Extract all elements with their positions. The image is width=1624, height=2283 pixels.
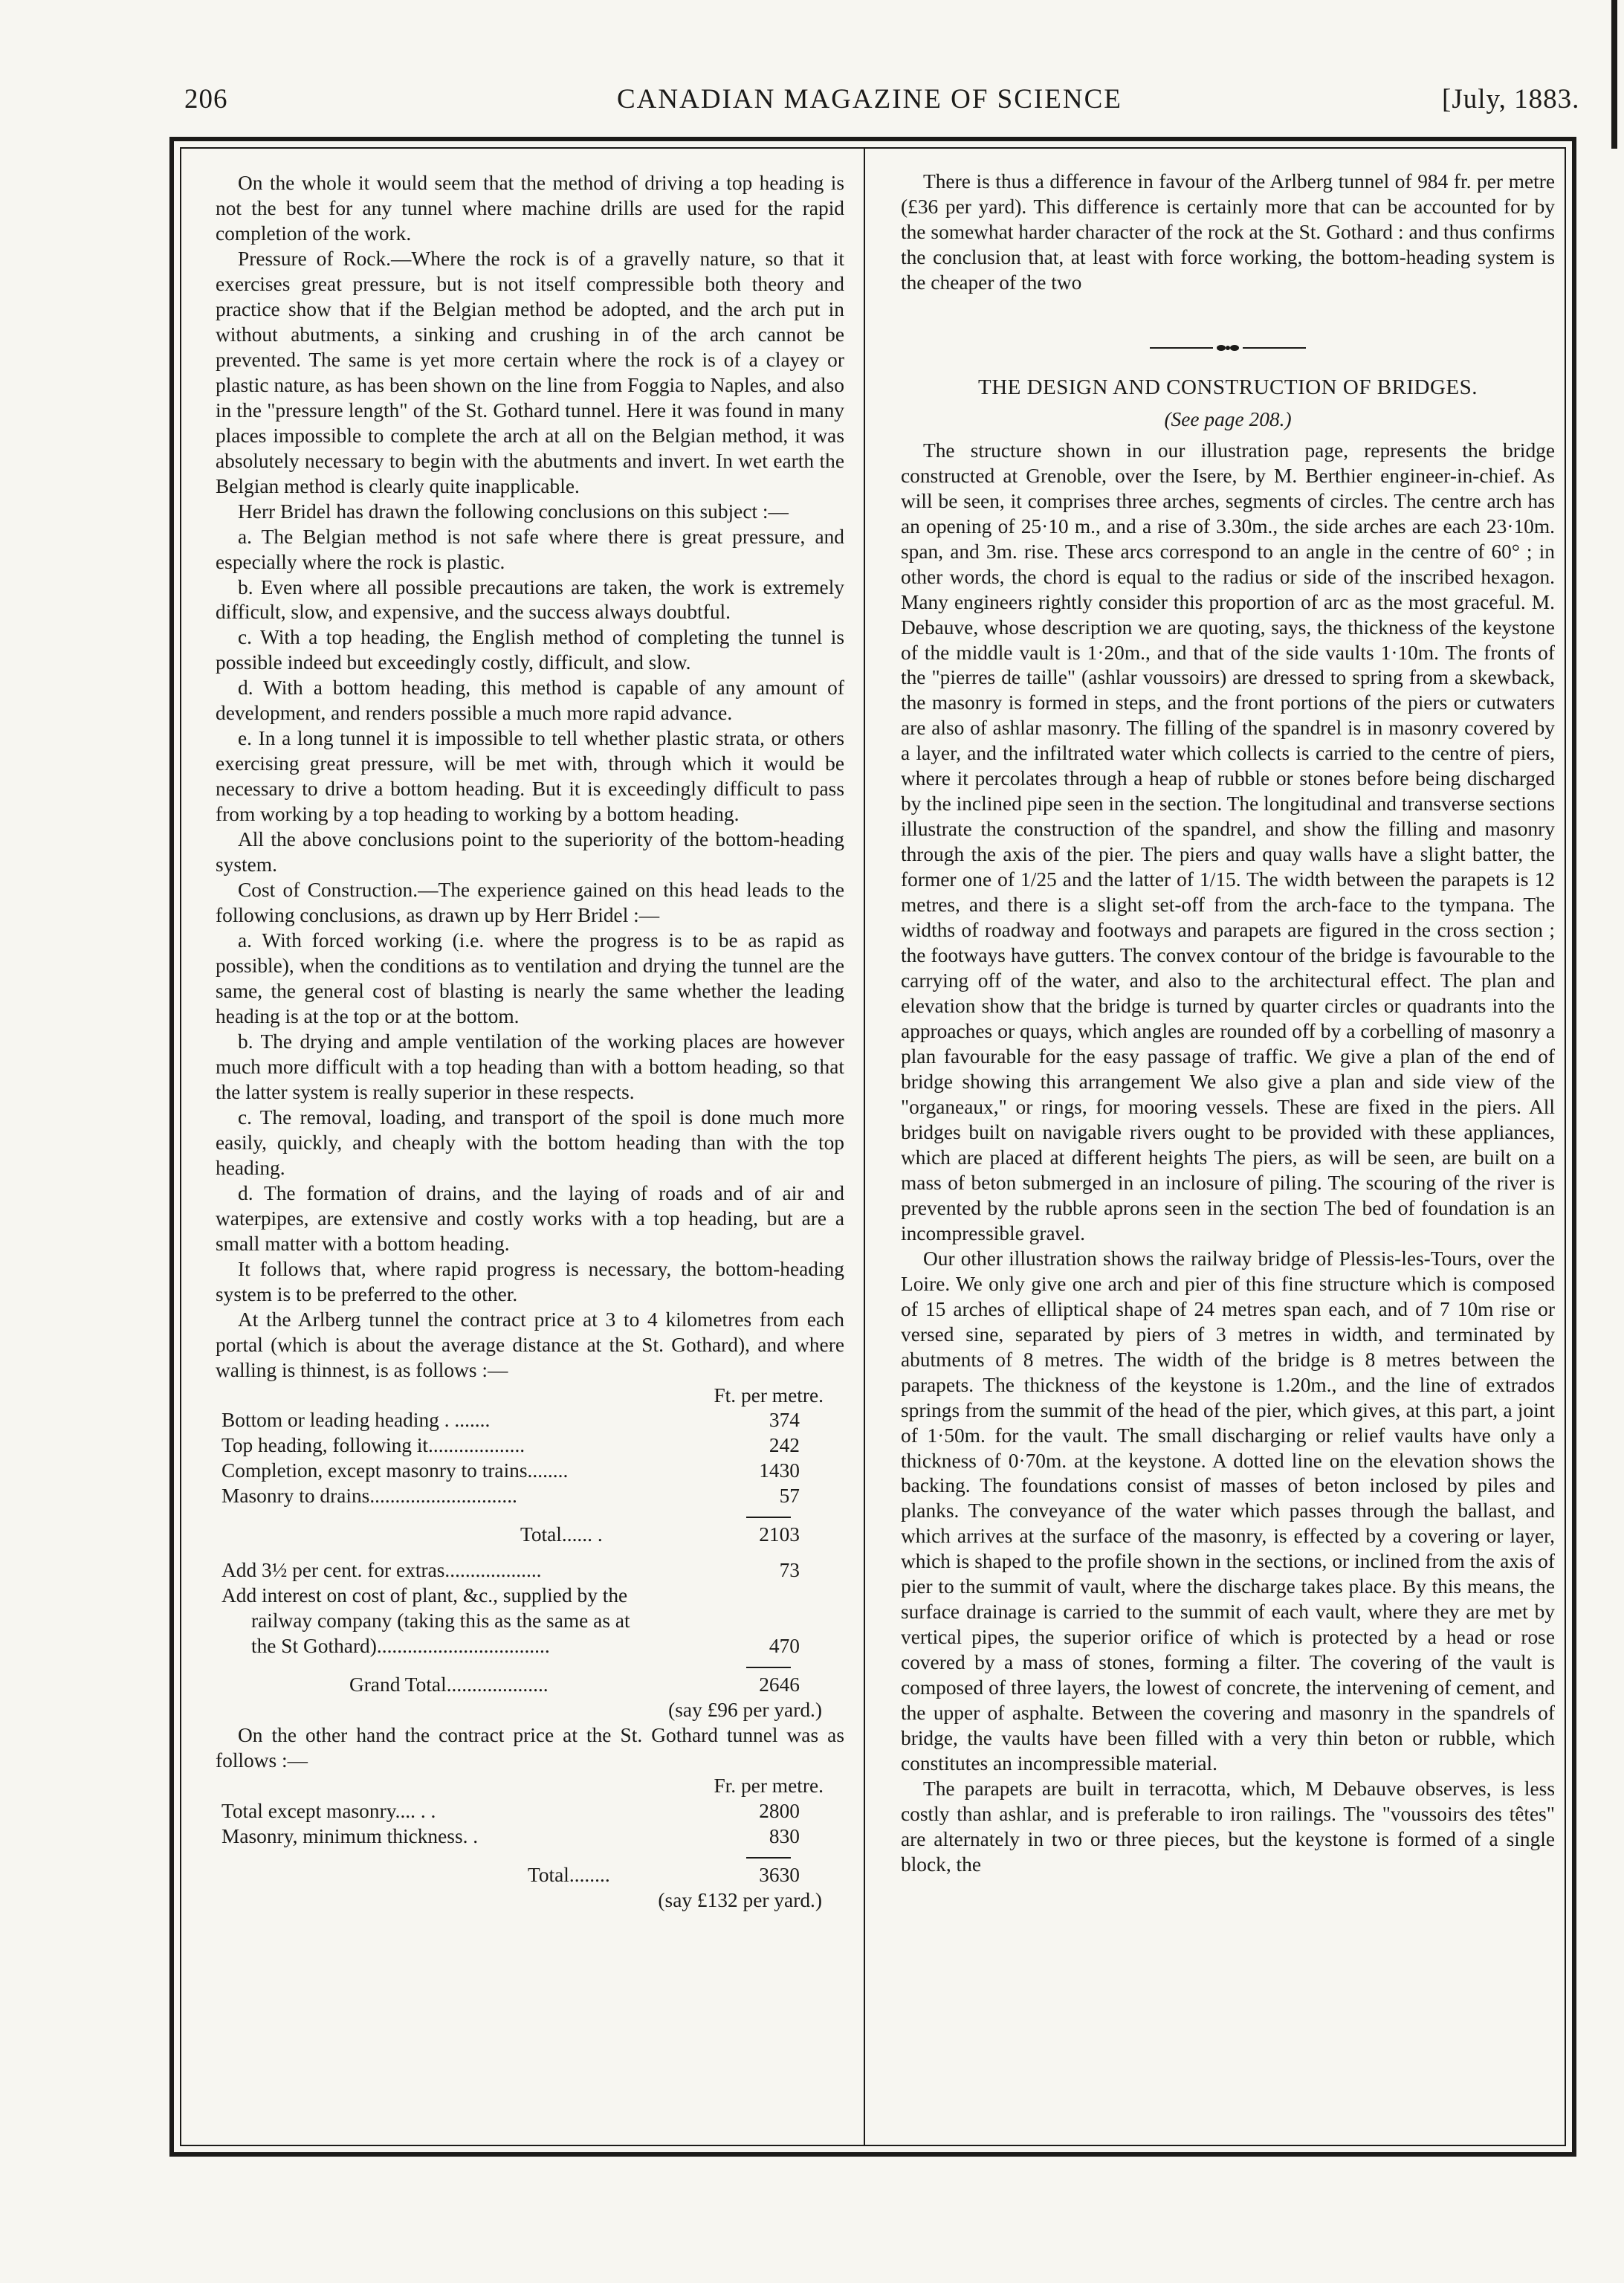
row-label: Masonry to drains............................. bbox=[221, 1485, 517, 1508]
ornamental-rule bbox=[1150, 343, 1306, 352]
issue-date: [July, 1883. bbox=[1442, 84, 1580, 114]
total-label: Total...... . bbox=[520, 1523, 603, 1546]
column-divider bbox=[864, 147, 865, 2146]
table-row bbox=[216, 1824, 844, 1850]
row-value: 2800 bbox=[759, 1800, 800, 1823]
table-row bbox=[216, 1583, 844, 1609]
table-row bbox=[216, 1863, 844, 1888]
row-label: Total except masonry.... . . bbox=[221, 1800, 436, 1823]
table-row bbox=[216, 1888, 844, 1914]
paragraph: d. With a bottom heading, this method is capable of any amount of development, and renders possible a much more rapid advance. bbox=[216, 676, 844, 725]
paragraph: On the whole it would seem that the method of driving a top heading is not the best for any tunnel where machine drills are used for the rapid completion of the work. bbox=[216, 172, 844, 245]
magazine-title: CANADIAN MAGAZINE OF SCIENCE bbox=[617, 84, 1122, 114]
page-number: 206 bbox=[184, 84, 228, 114]
row-value: 470 bbox=[769, 1635, 800, 1658]
paragraph: Cost of Construction.—The experience gained on this head leads to the following conclusions, as drawn up by Herr Bridel :— bbox=[216, 879, 844, 927]
left-column bbox=[216, 171, 844, 1914]
sum-rule bbox=[746, 1517, 791, 1518]
sum-rule bbox=[746, 1667, 791, 1668]
table-row bbox=[216, 1408, 844, 1433]
row-label: Completion, except masonry to trains........ bbox=[221, 1459, 569, 1482]
grand-total-value: 2646 bbox=[759, 1673, 800, 1696]
article-subtitle: (See page 208.) bbox=[1164, 407, 1292, 430]
row-label: railway company (taking this as the same as at bbox=[251, 1609, 630, 1633]
per-yard-note: (say £132 per yard.) bbox=[658, 1888, 822, 1911]
paragraph: c. The removal, loading, and transport of the spoil is done much more easily, quickly, and cheaply with the bottom heading than with the top heading. bbox=[216, 1105, 844, 1179]
article-title: THE DESIGN AND CONSTRUCTION OF BRIDGES. bbox=[977, 375, 1478, 399]
arlberg-unit-label: Ft. per metre. bbox=[714, 1383, 824, 1407]
paragraph: On the other hand the contract price at the St. Gothard tunnel was as follows :— bbox=[216, 1724, 844, 1772]
paragraph: There is thus a difference in favour of the Arlberg tunnel of 984 fr. per metre (£36 per yard). This difference is certainly more that can be accounted for by the somewhat harder character of the rock at the St. Gothard : and thus confirms the conclusion that, at least with force working, the bottom-heading system is the cheaper of the two bbox=[901, 170, 1555, 294]
row-label: Masonry, minimum thickness. . bbox=[221, 1825, 479, 1847]
row-label: Add 3½ per cent. for extras................... bbox=[221, 1559, 542, 1582]
row-value: 73 bbox=[779, 1559, 800, 1582]
paragraph: The parapets are built in terracotta, which, M Debauve observes, is less costly than ashlar, and is preferable to iron railings. The "voussoirs des têtes" are alternately in two or three pieces, but the keystone is formed of a single block, the bbox=[901, 1777, 1555, 1876]
arlberg-cost-table bbox=[216, 1408, 844, 1509]
table-row bbox=[216, 1609, 844, 1634]
arlberg-total-table bbox=[216, 1522, 844, 1659]
row-value: 57 bbox=[779, 1485, 800, 1508]
paragraph: b. The drying and ample ventilation of the working places are however much more difficult with a top heading than with a bottom heading, so that the latter system is really superior in these respects. bbox=[216, 1030, 844, 1103]
table-row bbox=[216, 1673, 844, 1698]
table-row bbox=[216, 1698, 844, 1723]
arlberg-grand-table bbox=[216, 1673, 844, 1723]
paragraph: It follows that, where rapid progress is necessary, the bottom-heading system is to be preferred to the other. bbox=[216, 1257, 844, 1305]
row-label: Bottom or leading heading . ....... bbox=[221, 1409, 491, 1432]
paragraph: Our other illustration shows the railway bridge of Plessis-les-Tours, over the Loire. We only give one arch and pier of this fine structure which is composed of 15 arches of elliptical shape of 24 metres span each, and of 7 10m rise or versed sine, separated by piers of 3 metres in width, and terminated by abutments of 8 metres. The width of the bridge is 8 metres between the parapets. The thickness of the keystone is 1.20m., and the line of extrados springs from the summit of the head of the pier, which gives, at this part, a joint of 1·50m. for the vault. The small discharging or relief vaults have only a thickness of 0·70m. at the keystone. A dotted line on the elevation shows the backing. The foundations consist of masses of beton inclosed by piles and planks. The conveyance of the water which passes through the ballast, and which arrives at the surface of the masonry, is effected by a covering or layer, which is shaped to the profile shown in the sections, or inclined from the axis of pier to the summit of vault, where the discharge takes place. By this means, the surface drainage is carried to the summit of each vault, where they are met by vertical pipes, the superior orifice of which is protected by a head or rose covered by a mass of stones, forming a filter. The covering of the vault is composed of three layers, the lowest of concrete, the intervening of cement, and the upper of asphalte. Between the covering and masonry in the spandrels of bridge, the vaults have been filled with a very thin beton or rubble, which constitutes an incompressible material. bbox=[901, 1247, 1555, 1775]
row-value: 1430 bbox=[759, 1459, 800, 1482]
total-value: 2103 bbox=[759, 1523, 800, 1546]
table-row bbox=[216, 1484, 844, 1509]
row-label: Add interest on cost of plant, &c., supplied by the bbox=[221, 1584, 628, 1607]
row-value: 374 bbox=[769, 1409, 800, 1432]
sum-rule bbox=[746, 1857, 791, 1859]
row-value: 242 bbox=[769, 1434, 800, 1457]
table-row bbox=[216, 1799, 844, 1824]
ornament-icon bbox=[1150, 343, 1306, 352]
total-label: Total........ bbox=[528, 1863, 610, 1886]
table-row bbox=[216, 1548, 844, 1583]
paragraph: Herr Bridel has drawn the following conclusions on this subject :— bbox=[238, 500, 789, 523]
paragraph: All the above conclusions point to the superiority of the bottom-heading system. bbox=[216, 828, 844, 876]
paragraph: a. With forced working (i.e. where the progress is to be as rapid as possible), when the conditions as to ventilation and drying the tunnel are the same, the general cost of blasting is nearly the same whether the leading heading is at the top or at the bottom. bbox=[216, 929, 844, 1027]
gothard-unit-label: Fr. per metre. bbox=[714, 1775, 824, 1798]
paragraph: c. With a top heading, the English method of completing the tunnel is possible indeed but exceedingly costly, difficult, and slow. bbox=[216, 626, 844, 674]
edge-rule bbox=[1611, 0, 1617, 149]
paragraph: e. In a long tunnel it is impossible to tell whether plastic strata, or others exercising great pressure, will be met with, through which it would be necessary to drive a bottom heading. But it is exceedingly difficult to pass from working by a top heading to working by a bottom heading. bbox=[216, 727, 844, 826]
paragraph: b. Even where all possible precautions are taken, the work is extremely difficult, slow, and expensive, and the success always doubtful. bbox=[216, 575, 844, 624]
paragraph: At the Arlberg tunnel the contract price at 3 to 4 kilometres from each portal (which is about the average distance at the St. Gothard), and where walling is thinnest, is as follows :— bbox=[216, 1308, 844, 1381]
table-row bbox=[216, 1522, 844, 1548]
paragraph: d. The formation of drains, and the laying of roads and of air and waterpipes, are extensive and costly works with a top heading, but are a small matter with a bottom heading. bbox=[216, 1181, 844, 1255]
table-row bbox=[216, 1459, 844, 1484]
table-row bbox=[216, 1433, 844, 1459]
paragraph: Pressure of Rock.—Where the rock is of a gravelly nature, so that it exercises great pressure, but is not itself compressible both theory and practice show that if the Belgian method be adopted, and the arch put in without abutments, a sinking and crushing in of the arch cannot be prevented. The same is yet more certain where the rock is of a clayey or plastic nature, as has been shown on the line from Foggia to Naples, and also in the "pressure length" of the St. Gothard tunnel. Here it was found in many places impossible to complete the arch at all on the Belgian method, it was absolutely necessary to begin with the abutments and invert. In wet earth the Belgian method is clearly quite inapplicable. bbox=[216, 247, 844, 497]
right-column bbox=[901, 169, 1555, 1878]
row-label: the St Gothard).................................. bbox=[251, 1635, 550, 1658]
table-row bbox=[216, 1634, 844, 1659]
gothard-cost-table bbox=[216, 1799, 844, 1850]
row-value: 830 bbox=[769, 1825, 800, 1847]
grand-total-label: Grand Total.................... bbox=[349, 1673, 549, 1696]
gothard-total-table bbox=[216, 1863, 844, 1914]
paragraph: a. The Belgian method is not safe where there is great pressure, and especially where the rock is plastic. bbox=[216, 525, 844, 573]
total-value: 3630 bbox=[759, 1863, 800, 1886]
per-yard-note: (say £96 per yard.) bbox=[668, 1699, 822, 1722]
row-label: Top heading, following it................... bbox=[221, 1434, 525, 1457]
paragraph: The structure shown in our illustration page, represents the bridge constructed at Grenoble, over the Isere, by M. Berthier engineer-in-chief. As will be seen, it comprises three arches, segments of circles. The centre arch has an opening of 25·10 m., and a rise of 3.30m., the side arches are each 23·10m. span, and 3m. rise. These arcs correspond to an angle in the centre of 60° ; in other words, the chord is equal to the radius or side of the inscribed hexagon. Many engineers rightly consider this proportion of arc as the most graceful. M. Debauve, whose description we are quoting, says, the thickness of the keystone of the middle vault is 1·20m., and that of the side vaults 1·10m. The fronts of the "pierres de taille" (ashlar voussoirs) are dressed to spring from a skewback, the masonry is formed in steps, and the front portions of the piers or cutwaters are also of ashlar masonry. The filling of the spandrel is in masonry covered by a layer, and the infiltrated water which collects is carried to the centre of piers, where it percolates through a heap of rubble or stones before being discharged by the inclined pipe seen in the section. The longitudinal and transverse sections illustrate the construction of the spandrel, and show the filling and masonry through the axis of the pier. The piers and quay walls have a slight batter, the former one of 1/25 and the latter of 1/15. The width between the parapets is 12 metres, and there is a slight set-off from the arch-face to the tympana. The widths of roadway and footways and parapets are figured in the cross section ; the footways have gutters. The convex contour of the bridge is favourable to the carrying off of the water, and also to the architectural effect. The plan and elevation show that the bridge is turned by quarter circles or quadrants into the approaches or quays, which angles are rounded off by a corbelling of masonry a plan favourable for the easy passage of traffic. We give a plan of the end of bridge showing this arrangement We also give a plan and side view of the "organeaux," or rings, for mooring vessels. These are fixed in the piers. All bridges built on navigable rivers ought to be provided with these appliances, which are placed at different heights The piers, as will be seen, are built on a mass of beton submerged in an inclosure of piling. The scouring of the river is prevented by the rubble aprons seen in the section The bed of foundation is an incompressible gravel. bbox=[901, 439, 1555, 1244]
